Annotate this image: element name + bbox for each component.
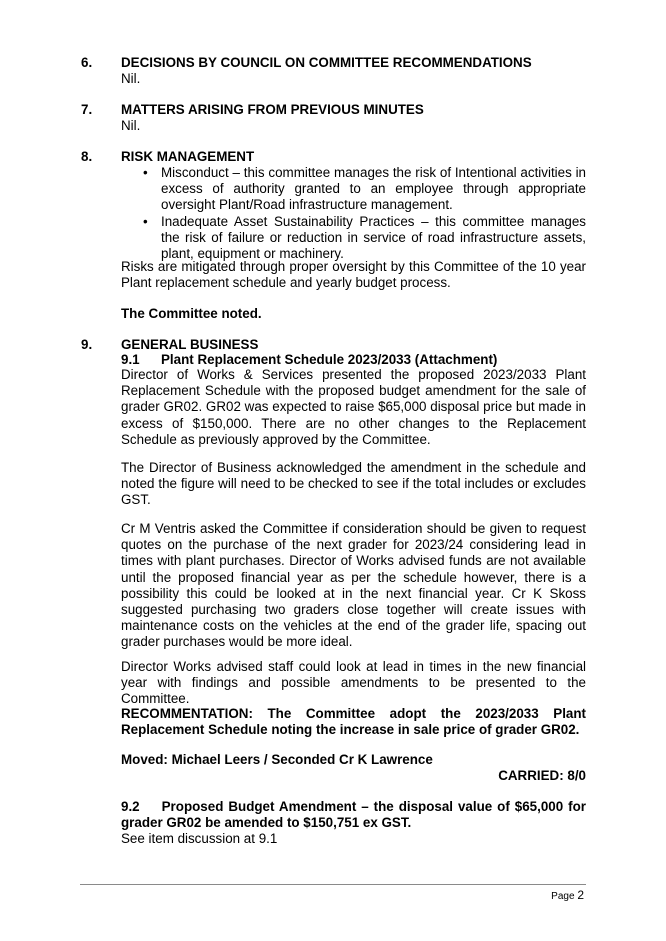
bullet-text: Misconduct – this committee manages the risk of Intentional activities in excess of authority granted to an employee through appropriate oversight Plant/Road infrastructure management.: [161, 165, 586, 213]
page-label: Page: [551, 891, 575, 902]
section-number: 8.: [81, 149, 93, 164]
risk-bullet-list: [143, 165, 586, 262]
recommendation: RECOMMENTATION: The Committee adopt the 2023/2033 Plant Replacement Schedule noting the increase in sale price of grader GR02.: [121, 706, 586, 738]
bullet-icon: •: [143, 213, 148, 229]
item-9-1-paragraph-2: The Director of Business acknowledged the amendment in the schedule and noted the figure will need to be checked to see if the total includes or excludes GST.: [121, 460, 586, 508]
item-title: Plant Replacement Schedule 2023/2033 (Attachment): [161, 352, 498, 367]
carried-status: CARRIED: 8/0: [498, 768, 586, 783]
item-9-2-body: See item discussion at 9.1: [121, 831, 278, 846]
page-footer: [551, 888, 584, 904]
section-7-body: Nil.: [121, 118, 141, 133]
item-number: 9.1: [121, 352, 140, 367]
section-6-body: Nil.: [121, 71, 141, 86]
section-title: DECISIONS BY COUNCIL ON COMMITTEE RECOMMENDATIONS: [121, 55, 532, 70]
section-title: RISK MANAGEMENT: [121, 149, 255, 164]
item-9-1-paragraph-3: Cr M Ventris asked the Committee if consideration should be given to request quotes on the purchase of the next grader for 2023/24 considering lead in times with plant purchases. Director of Works advised funds are not available until the proposed financial year as per the schedule however, there is a possibility this could be looked at in the next financial year. Cr K Skoss suggested purchasing two graders close together will create issues with maintenance costs on the vehicles at the end of the grader life, spacing out grader purchases would be more ideal.: [121, 521, 586, 650]
committee-noted: The Committee noted.: [121, 306, 262, 321]
section-8-body: Risks are mitigated through proper oversight by this Committee of the 10 year Plant replacement schedule and yearly budget process.: [121, 259, 586, 291]
list-item: [143, 214, 586, 263]
bullet-icon: •: [143, 165, 148, 180]
item-9-1-paragraph-4: Director Works advised staff could look at lead in times in the new financial year with findings and possible amendments to be presented to the Committee.: [121, 659, 586, 707]
section-number: 7.: [81, 102, 93, 117]
section-title: MATTERS ARISING FROM PREVIOUS MINUTES: [121, 102, 424, 117]
bullet-text: Inadequate Asset Sustainability Practices – this committee manages the risk of failure or reduction in service of road infrastructure assets, plant, equipment or machinery.: [161, 213, 586, 262]
page-number: 2: [577, 888, 584, 902]
section-title: GENERAL BUSINESS: [121, 337, 259, 352]
moved-seconded: Moved: Michael Leers / Seconded Cr K Lawrence: [121, 752, 433, 767]
item-9-1-heading: [121, 352, 497, 368]
section-number: 9.: [81, 337, 93, 352]
section-number: 6.: [81, 55, 93, 70]
list-item: [143, 165, 586, 214]
item-9-1-paragraph-1: Director of Works & Services presented the proposed 2023/2033 Plant Replacement Schedule with the proposed budget amendment for the sale of grader GR02. GR02 was expected to raise $65,000 disposal price but made in excess of $150,000. There are no other changes to the Replacement Schedule as previously approved by the Committee.: [121, 367, 586, 447]
item-9-2-heading: [121, 799, 586, 831]
item-number: 9.2: [121, 799, 140, 814]
footer-divider: [80, 884, 586, 885]
item-title: Proposed Budget Amendment – the disposal value of $65,000 for grader GR02 be amended to $150,751 ex GST.: [121, 799, 586, 831]
